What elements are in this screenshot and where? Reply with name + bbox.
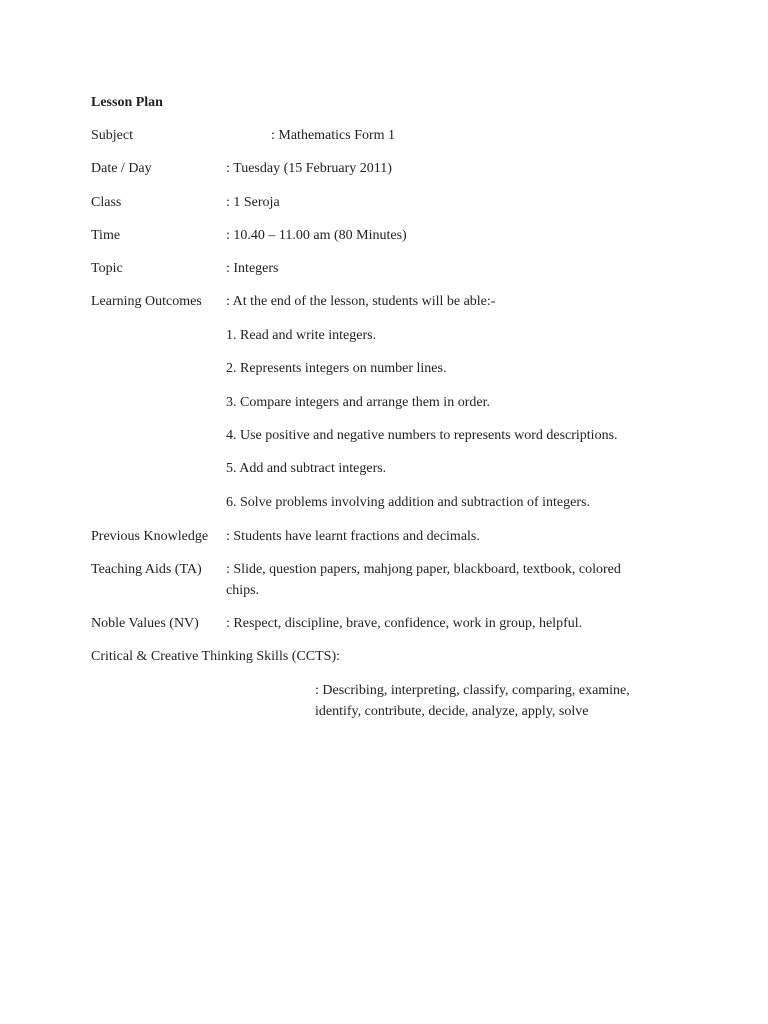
- date-value: : Tuesday (15 February 2011): [226, 161, 392, 176]
- noble-values-label: Noble Values (NV): [91, 616, 199, 631]
- ccts-value-line2: identify, contribute, decide, analyze, apply, solve: [315, 704, 589, 719]
- date-label: Date / Day: [91, 161, 152, 176]
- document-title: Lesson Plan: [91, 95, 163, 110]
- learning-outcome-item: 3. Compare integers and arrange them in order.: [226, 395, 490, 410]
- time-value: : 10.40 – 11.00 am (80 Minutes): [226, 228, 407, 243]
- class-value: : 1 Seroja: [226, 195, 280, 210]
- noble-values-value: : Respect, discipline, brave, confidence, work in group, helpful.: [226, 616, 583, 631]
- ccts-label: Critical & Creative Thinking Skills (CCTS):: [91, 649, 341, 664]
- teaching-aids-value-line2: chips.: [226, 583, 260, 598]
- time-label: Time: [91, 228, 121, 243]
- previous-knowledge-value: : Students have learnt fractions and decimals.: [226, 529, 480, 544]
- learning-outcome-item: 1. Read and write integers.: [226, 328, 377, 343]
- learning-outcome-item: 6. Solve problems involving addition and subtraction of integers.: [226, 495, 590, 510]
- ccts-value-line1: : Describing, interpreting, classify, comparing, examine,: [315, 683, 630, 698]
- learning-outcomes-intro: : At the end of the lesson, students will be able:-: [226, 294, 496, 309]
- learning-outcomes-label: Learning Outcomes: [91, 294, 202, 309]
- previous-knowledge-label: Previous Knowledge: [91, 529, 209, 544]
- subject-value: : Mathematics Form 1: [271, 128, 396, 143]
- topic-value: : Integers: [226, 261, 279, 276]
- teaching-aids-value-line1: : Slide, question papers, mahjong paper, blackboard, textbook, colored: [226, 562, 621, 577]
- topic-label: Topic: [91, 261, 123, 276]
- class-label: Class: [91, 195, 122, 210]
- learning-outcome-item: 4. Use positive and negative numbers to represents word descriptions.: [226, 428, 618, 443]
- learning-outcome-item: 5. Add and subtract integers.: [226, 461, 387, 476]
- teaching-aids-label: Teaching Aids (TA): [91, 562, 202, 577]
- learning-outcome-item: 2. Represents integers on number lines.: [226, 361, 447, 376]
- subject-label: Subject: [91, 128, 133, 143]
